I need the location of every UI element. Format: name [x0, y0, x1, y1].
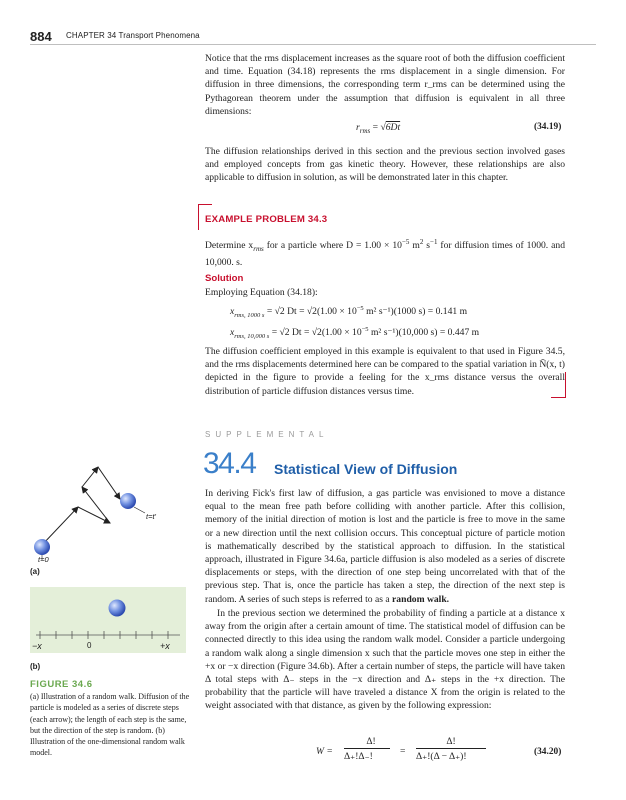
eq20-num1: Δ!: [366, 736, 376, 747]
paragraph-random-walk-model: In the previous section we determined the probability of finding a particle at a distance x away from the origin after a certain amount of time. The statistical model of diffusion can be connected directly to this idea using the random walk model. Consider a particle undergoing a random walk along a single dimension x such that the particle moves one step in either the +x or −x direction (Figure 34.6b). After a certain number of steps, the particle will have taken Δ total steps with Δ₋ steps in the −x direction and Δ₊ steps in the +x direction. The probability that the particle will have traveled a distance X from the origin is related to the weight associated with that distance, as given by the following expression:: [205, 608, 565, 712]
axis-label-plus-x: +x: [160, 641, 170, 651]
eq20-frac-bar-2: [416, 748, 486, 749]
step-arrow-5: [98, 467, 120, 499]
caption-b: (b) Illustration of the one-dimensional random walk model.: [30, 725, 185, 758]
section-title: Statistical View of Diffusion: [274, 461, 458, 477]
eq20-equals: =: [400, 746, 406, 757]
header-rule: [30, 44, 596, 45]
supplemental-label: SUPPLEMENTAL: [205, 430, 329, 439]
example-problem: Determine $x_{rms}$ for a particle where $D = 1.00 \times 10^{-5}$ $m^2$ $s^{-1}$ for diffusion times of 1000. and 10,000. s.: [205, 238, 565, 269]
eq20-lhs: W =: [316, 746, 333, 757]
step-arrow-3: [82, 487, 110, 523]
paragraph-random-walk-intro: In deriving Fick's first law of diffusion, a gas particle was envisioned to move a distance equal to the mean free path before colliding with another particle. After this collision, memory of the initial direction of motion is lost and the particle is free to move in the same or a new direction until the next collision occurs. This conceptual picture of particle motion is mathematically described by the statistical approach to diffusion. In the statistical approach, illustrated in Figure 34.6a, particle diffusion is also modeled as a series of discrete displacements or steps, with the direction of one step being uncorrelated with that of the previous step. That is, once the particle has taken a step, the direction of the next step is random. A series of such steps is referred to as a random walk.: [205, 488, 565, 605]
section-number: 34.4: [203, 447, 256, 480]
example-bracket-bottom: [565, 372, 566, 398]
eq-lhs: r: [356, 122, 360, 133]
step-arrow-1: [42, 507, 78, 545]
example-bracket-bottom-rule: [551, 397, 566, 398]
solution-line-1000s: $x_{rms, 1000 s} = √2$ $Dt = √2(1.00 \times 10^{-5}$ m² s⁻¹)(1000 s) = 0.141 m: [230, 305, 468, 320]
figure-caption: [30, 691, 198, 759]
example-conclusion: The diffusion coefficient employed in this example is equivalent to that used in Figure 34.5, and the rms displacements determined here can be compared to the spatial variation in Ñ(x, t) depicted in the figure to provide a feeling for the x_rms distance versus the overall distribution of particle diffusion distances versus time.: [205, 346, 565, 397]
particle-end: [120, 493, 136, 509]
term-random-walk: random walk.: [392, 593, 450, 605]
eq-lhs-sub: rms: [359, 126, 371, 135]
tt-leader: [134, 507, 145, 513]
example-bracket-top-rule: [198, 204, 212, 205]
solution-intro: Employing Equation (34.18):: [205, 287, 318, 298]
paragraph-gas-kinetic: The diffusion relationships derived in this section and the previous section involved gases and employed concepts from gas kinetic theory. However, these relationships are also applicable to diffusion in solution, as will be demonstrated later in this chapter.: [205, 146, 565, 184]
axis-label-minus-x: −x: [32, 641, 42, 651]
particle-1d: [109, 600, 126, 617]
eq-rhs: 6Dt: [385, 122, 401, 133]
step-arrow-4: [82, 467, 98, 487]
eq20-den1: Δ₊!Δ₋!: [344, 751, 373, 762]
axis-label-zero: 0: [87, 641, 92, 650]
solution-label: Solution: [205, 273, 244, 284]
eq20-frac-bar-1: [344, 748, 390, 749]
figure-label-a: (a): [30, 567, 40, 576]
solution-line-10000s: $x_{rms, 10,000 s} = √2$ $Dt = √2(1.00 \times 10^{-5}$ m² s⁻¹)(10,000 s) = 0.447 m: [230, 326, 480, 341]
eq20-num2: Δ!: [446, 736, 456, 747]
step-arrow-2: [78, 507, 110, 523]
equation-number-34-20: (34.20): [534, 747, 562, 757]
figure-34-6a-random-walk: [30, 465, 200, 570]
chapter-heading: CHAPTER 34 Transport Phenomena: [66, 31, 200, 40]
page-number: 884: [30, 29, 52, 44]
example-title: EXAMPLE PROBLEM 34.3: [205, 214, 328, 225]
figure-label-b: (b): [30, 662, 41, 671]
t-start-label: t=0: [38, 555, 49, 564]
example-bracket-top: [198, 204, 199, 230]
caption-a: (a) Illustration of a random walk. Diffusion of the particle is modeled as a series of discrete steps (each arrow); the length of each step is the same, but the direction of the step is random.: [30, 692, 190, 735]
figure-title: FIGURE 34.6: [30, 679, 93, 690]
eq20-den2: Δ₊!(Δ − Δ₊)!: [416, 751, 467, 762]
equation-34-19: $r_{rms} = √6Dt$: [356, 122, 401, 135]
t-end-label: t=t': [146, 512, 156, 521]
particle-start: [34, 539, 50, 555]
intro-paragraph: Notice that the rms displacement increases as the square root of both the diffusion coefficient and time. Equation (34.18) represents the rms displacement in a single dimension. For diffusion in three dimensions, the corresponding term r_rms can be determined using the Pythagorean theorem under the assumption that diffusion is equivalent in all three dimensions:: [205, 53, 565, 117]
equation-number-34-19: (34.19): [534, 122, 562, 132]
